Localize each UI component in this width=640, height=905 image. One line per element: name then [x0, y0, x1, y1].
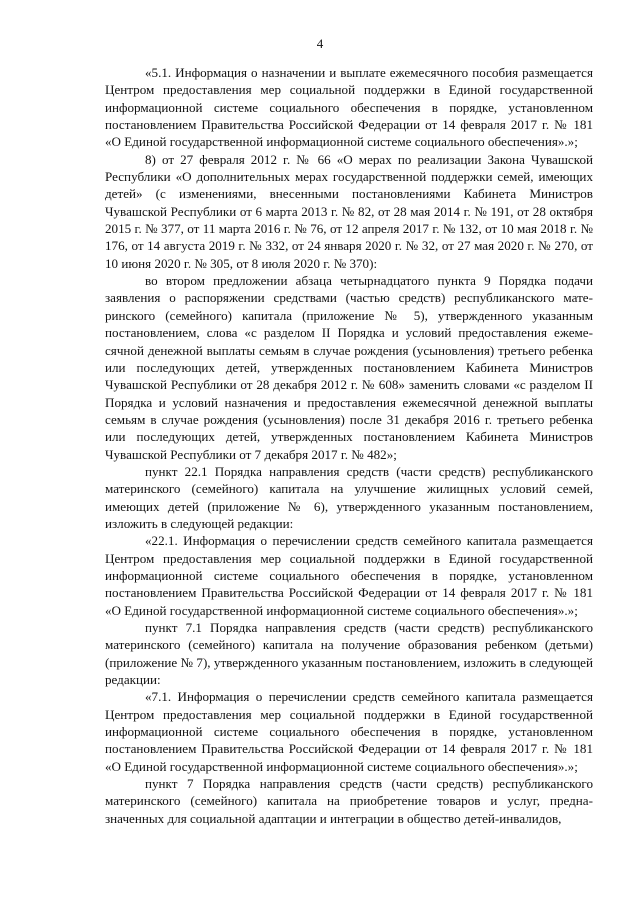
paragraph-point-9-amendment: во втором предложении абзаца четырнадцатого пункта 9 Порядка подачи заявления о распоряжении средствами (частью средств) республиканского материнского (семейного) капитала (приложение № 5), утвержденного указанным постановлением, слова «с разделом II Порядка и условий предоставления ежемесячной денежной выплаты семьям в случае рождения (усыновления) третьего ребенка или последующих детей, утвержденных постановлением Кабинета Министров Чувашской Республики от 28 декабря 2012 г. № 608» заменить словами «с разделом II Порядка и условий назначения и предоставления ежемесячной денежной выплаты семьям в случае рождения (усыновления) после 31 декабря 2016 г. третьего ребенка или последующих детей, утвержденных постановлением Кабинета Министров Чувашской Республики от 7 декабря 2017 г. № 482»;: [105, 273, 593, 462]
paragraph-5-1-quote: «5.1. Информация о назначении и выплате ежемесячного пособия размещается Центром предоставления мер социальной поддержки в Единой государственной информационной системе социального обеспечения в порядке, установленном постановлением Правительства Российской Федерации от 14 февраля 2017 г. № 181 «О Единой государственной информационной системе социального обеспечения».»;: [105, 65, 593, 150]
paragraph-point-7-intro: пункт 7 Порядка направления средств (части средств) республиканского материнского (семейного) капитала на приобретение товаров и услуг, предназначенных для социальной адаптации и интеграции в общество детей-инвалидов,: [105, 776, 593, 826]
paragraph-point-22-1-intro: пункт 22.1 Порядка направления средств (части средств) республиканского материнского (семейного) капитала на улучшение жилищных условий семей, имеющих детей (приложение № 6), утвержденного указанным постановлением, изложить в следующей редакции:: [105, 463, 593, 531]
document-body: [105, 64, 593, 827]
paragraph-point-7-1-intro: пункт 7.1 Порядка направления средств (части средств) республиканского материнского (семейного) капитала на получение образования ребенком (детьми) (приложение № 7), утвержденного указанным постановлением, изложить в следующей редакции:: [105, 620, 593, 688]
paragraph-7-1-quote: «7.1. Информация о перечислении средств семейного капитала размещается Центром предоставления мер социальной поддержки в Единой государственной информационной системе социального обеспечения в порядке, установленном постановлением Правительства Российской Федерации от 14 февраля 2017 г. № 181 «О Единой государственной информационной системе социального обеспечения».»;: [105, 689, 593, 774]
paragraph-22-1-quote: «22.1. Информация о перечислении средств семейного капитала размещается Центром предоставления мер социальной поддержки в Единой государственной информационной системе социального обеспечения в порядке, установленном постановлением Правительства Российской Федерации от 14 февраля 2017 г. № 181 «О Единой государственной информационной системе социального обеспечения».»;: [105, 533, 593, 618]
page-number: 4: [316, 36, 324, 51]
paragraph-item-8: 8) от 27 февраля 2012 г. № 66 «О мерах по реализации Закона Чувашской Республики «О дополнительных мерах государственной поддержки семей, имеющих детей» (с изменениями, внесенными постановлениями Кабинета Министров Чувашской Республики от 6 марта 2013 г. № 82, от 28 мая 2014 г. № 191, от 28 октября 2015 г. № 377, от 11 марта 2016 г. № 76, от 12 апреля 2017 г. № 132, от 10 мая 2018 г. № 176, от 14 августа 2019 г. № 332, от 24 января 2020 г. № 32, от 27 мая 2020 г. № 270, от 10 июня 2020 г. № 305, от 8 июля 2020 г. № 370):: [105, 151, 593, 271]
